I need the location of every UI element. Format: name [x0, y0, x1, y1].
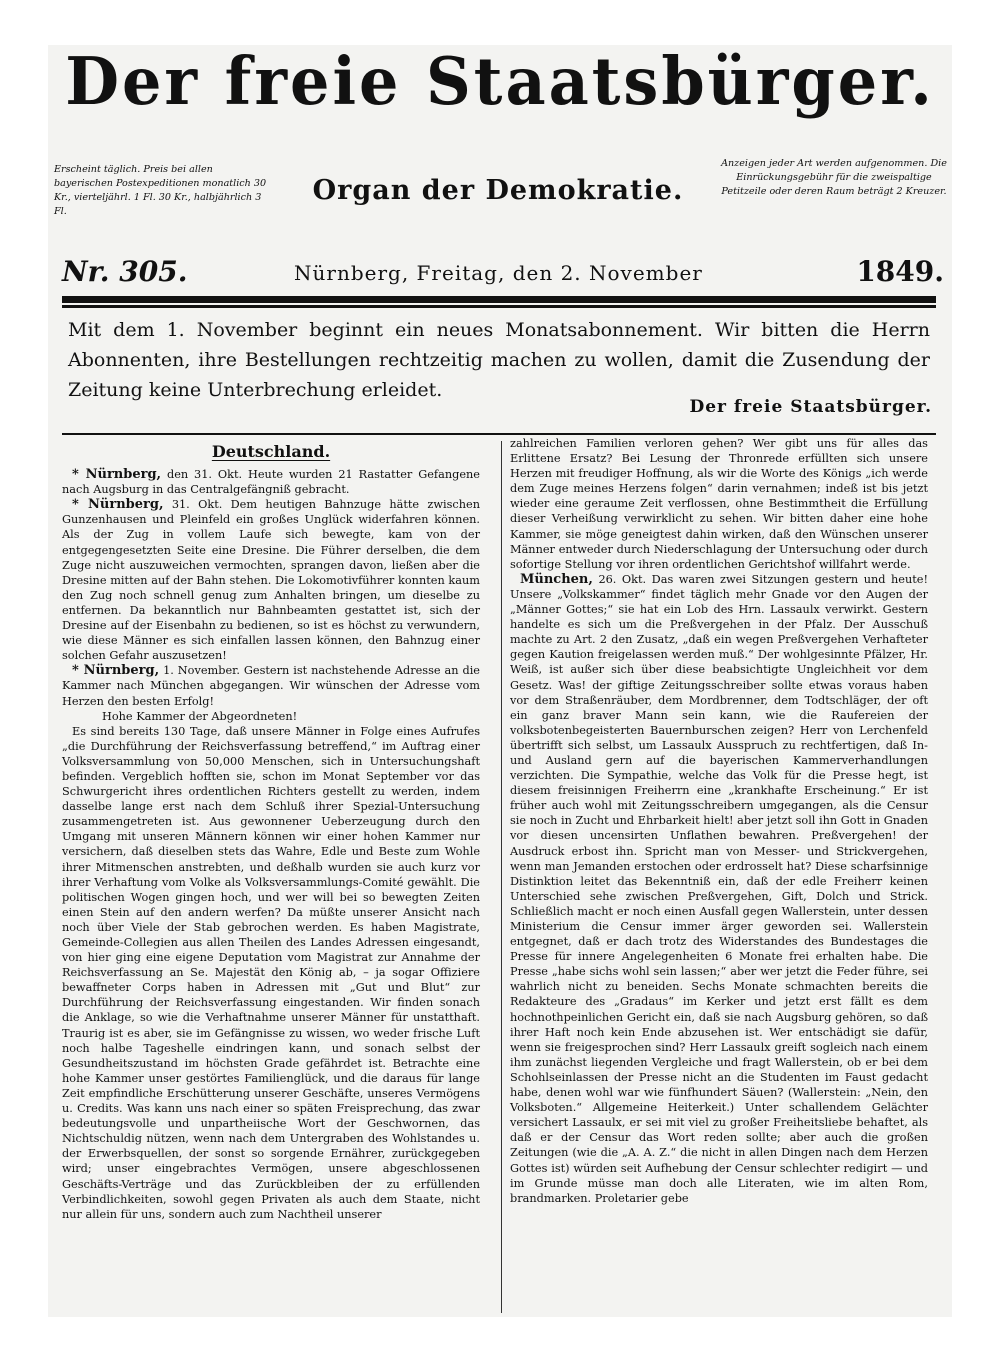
left-column — [62, 442, 480, 1222]
advertising-info: Anzeigen jeder Art werden aufgenommen. Die Einrückungsgebühr für die zweispaltige Petitzeile oder deren Raum beträgt 2 Kreuzer. — [721, 158, 947, 197]
article-text: 1. November. Gestern ist nachstehende Adresse an die Kammer nach München abgegangen. Wir wünschen der Adresse vom Herzen den besten Erfolg! — [62, 664, 480, 708]
dateline: Nürnberg, Freitag, den 2. November — [294, 261, 703, 285]
section-heading: Deutschland. — [211, 442, 331, 461]
right-column — [510, 436, 928, 1206]
article-place: * Nürnberg, — [72, 467, 162, 483]
issue-line — [62, 255, 944, 295]
article-paragraph: Es sind bereits 130 Tage, daß unsere Männer in Folge eines Aufrufes „die Durchführung der Reichsverfassung betreffend,“ im Auftrag einer Volksversammlung von 50,000 Menschen, sich in Untersuchungshaft befinden. Vergeblich hofften sie, schon im Monat September vor das Schwurgericht ihres ordentlichen Richters gestellt zu werden, indem dasselbe lange erst nach dem Schluß ihrer Spezial-Untersuchung zusammengetreten ist. Aus gewonnener Ueberzeugung durch den Umgang mit unseren Männern können wir einer hohen Kammer nur versichern, daß dieselben stets das Wahre, Edle und Beste zum Wohle ihrer Mitmenschen anstrebten, und deßhalb wurden sie auch kurz vor ihrer Verhaftung vom Volke als Volksversammlungs-Comité gewählt. Die politischen Wogen gingen hoch, und wer will bei so bewegten Zeiten einen Stein auf den andern werfen? Da müßte unserer Ansicht nach noch über Viele der Stab gebrochen werden. Es haben Magistrate, Gemeinde-Collegien aus allen Theilen des Landes Adressen eingesandt, von hier ging eine eigene Deputation vom Magistrat zur Annahme der Reichsverfassung an Se. Majestät den König ab, – ja sogar Offiziere bewaffneter Corps haben in Adressen mit „Gut und Blut“ zur Durchführung der Reichsverfassung eingestanden. Wir finden sonach die Anklage, so wie die Verhaftnahme unserer Männer für unstatthaft. Traurig ist es aber, sie im Gefängnisse zu wissen, wo weder frische Luft noch halbe Tageshelle eindringen kann, und sonach selbst der Gesundheitszustand im höchsten Grade gefährdet ist. Betrachte eine hohe Kammer unser gestörtes Familienglück, und die daraus für lange Zeit empfindliche Erschütterung unserer Geschäfte, unseres Vermögens u. Credits. Was kann uns nach einer so späten Freisprechung, das zwar bedeutungsvolle und unpartheiische Wort der Geschwornen, das Nichtschuldig nützen, wenn nach dem Untergraben des Wohlstandes u. der Erwerbsquellen, der sonst so sorgende Ernährer, zurückgegeben wird; unser eingebrachtes Vermögen, unsere abgeschlossenen Geschäfts-Verträge und das Zurückbleiben der zu erfüllenden Verbindlichkeiten, sowohl gegen Privaten als auch dem Staate, nicht nur allein für uns, sondern auch zum Nachtheil unserer — [62, 724, 480, 1221]
issue-number: Nr. 305. — [62, 255, 188, 288]
subscription-info: Erscheint täglich. Preis bei allen bayerischen Postexpeditionen monatlich 30 Kr., vierteljährl. 1 Fl. 30 Kr., halbjährlich 3 Fl. — [54, 164, 267, 217]
article-paragraph — [510, 572, 928, 1206]
column-divider — [501, 441, 502, 1313]
section-rule — [62, 433, 936, 435]
article-text: 26. Okt. Das waren zwei Sitzungen gestern und heute! Unsere „Volkskammer“ findet täglich mehr Gnade vor den Augen der „Männer Gottes;“ sie hat ein Lob des Hrn. Lassaulx verwirkt. Gestern handelte es sich um die Preßvergehen in der Pfalz. Der Ausschuß machte zu Art. 2 den Zusatz, „daß ein wegen Preßvergehen Verhafteter gegen Kaution freigelassen werden muß.“ Der wohlgesinnte Pfälzer, Hr. Weiß, ist außer sich über diese beabsichtigte Ungleichheit vor dem Gesetz. Was! der giftige Zeitungsschreiber sollte etwas voraus haben vor dem Straßenräuber, dem Mordbrenner, dem Todtschläger, der oft ein ganz braver Mann sein kann, wie die Raufereien der volksbotenbegeisterten Bauernburschen zeigen? Herr von Lerchenfeld übertrifft sich selbst, um Lassaulx Ausspruch zu rechtfertigen, daß In- und Ausland gern auf die bayerischen Kammerverhandlungen verzichten. Die Sympathie, welche das Volk für die Presse hegt, ist diesem freisinnigen Freiherrn eine „krankhafte Erscheinung.“ Er ist früher auch wohl mit Zeitungsschreibern umgegangen, als die Censur sie noch in Zucht und Ehrbarkeit hielt! aber jetzt soll ihn Gott in Gnaden vor diesen uncensirten Unflathen bewahren. Preßvergehen! der Ausdruck erbost ihn. Spricht man von Messer- und Strickvergehen, wenn man Jemanden erstochen oder erdrosselt hat? Diese scharfsinnige Distinktion leitet das Bekenntniß ein, daß der edle Freiherr keinen Unterschied sehe zwischen Preßvergehen, Gift, Dolch und Strick. Schließlich macht er noch einen Ausfall gegen Wallerstein, unter dessen Ministerium die Censur immer ärger geworden sei. Wallerstein entgegnet, daß er dach trotz des Widerstandes des Bundestages die Presse für innere Angelegenheiten 6 Monate frei erhalten habe. Die Presse „habe sichs wohl sein lassen;“ aber wer jetzt die Feder führe, sei wahrlich nicht zu beneiden. Sechs Monate schmachten bereits die Redakteure des „Gradaus“ im Kerker und jetzt erst fällt es dem hochnothpeinlichen Gericht ein, daß sie nach Augsburg gehören, so daß ihrer Haft noch kein Ende abzusehen ist. Wer entschädigt sie dafür, wenn sie freigesprochen sind? Herr Lassaulx greift sogleich nach einem ihm zunächst liegenden Vergleiche und fragt Wallerstein, ob er bei dem Schohlseinlassen der Presse nicht an die Studenten im Faust gedacht habe, denen wohl war wie fünfhundert Säuen? (Wallerstein: „Nein, den Volksboten.“ Allgemeine Heiterkeit.) Unter schallendem Gelächter versichert Lassaulx, er sei mit viel zu großer Freiheitsliebe behaftet, als daß er der Censur das Wort reden sollte; aber auch die großen Zeitungen (wie die „A. A. Z.“ die nicht in allen Dingen nach dem Herzen Gottes ist) würden seit Aufhebung der Censur schlechter redigirt — und im Grunde müsse man doch alle Literaten, wie im alten Rom, brandmarken. Proletarier gebe — [510, 572, 928, 1205]
article-paragraph — [62, 663, 480, 708]
article-text: den 31. Okt. Heute wurden 21 Rastatter Gefangene nach Augsburg in das Centralgefängniß gebracht. — [62, 468, 480, 497]
article-paragraph — [62, 497, 480, 663]
header-rule — [62, 296, 936, 305]
address-salutation: Hohe Kammer der Abgeordneten! — [102, 709, 298, 723]
article-place: München, — [520, 571, 593, 587]
issue-year: 1849. — [856, 255, 944, 288]
newspaper-page — [48, 45, 952, 1317]
notice-signature: Der freie Staatsbürger. — [689, 397, 932, 417]
article-paragraph — [62, 467, 480, 497]
article-text: 31. Okt. Dem heutigen Bahnzuge hätte zwischen Gunzenhausen und Pleinfeld ein großes Unglück widerfahren können. Als der Zug in vollem Laufe sich bewegte, kam von der entgegengesetzten Seite eine Dresine. Die Führer derselben, die dem Zuge nicht auszuweichen vermochten, sprangen davon, ließen aber die Dresine mitten auf der Bahn stehen. Die Lokomotivführer konnten kaum den Zug noch schnell genug zum Anhalten bringen, um dieselbe zu entfernen. Da bekanntlich nur Bahnbeamten gestattet ist, sich der Dresine auf der Eisenbahn zu bedienen, so ist es höchst zu verwundern, wie diese Männer es sich einfallen lassen können, den Bahnzug einer solchen Gefahr auszusetzen! — [62, 498, 480, 663]
newspaper-title: Der freie Staatsbürger. — [65, 45, 935, 120]
article-place: * Nürnberg, — [72, 663, 160, 679]
subscription-notice: Mit dem 1. November beginnt ein neues Monatsabonnement. Wir bitten die Herrn Abonnenten, ihre Bestellungen rechtzeitig machen zu wollen, damit die Zusendung der Zeitung keine Unterbrechung erleidet. — [68, 319, 930, 401]
article-place: * Nürnberg, — [72, 497, 164, 513]
article-paragraph: zahlreichen Familien verloren gehen? Wer gibt uns für alles das Erlittene Ersatz? Bei Lesung der Thronrede erfüllten sich unsere Herzen mit freudiger Hoffnung, als wir die Worte des Königs „ich werde dem Zuge meines Herzens folgen“ darin vernahmen; indeß ist bis jetzt wieder eine geraume Zeit verflossen, ohne Bestimmtheit die Erfüllung dieser Verheißung verwirklicht zu sehen. Wir bitten daher eine hohe Kammer, sie möge geneigtest dahin wirken, daß den Wünschen unserer Männer entweder durch Niederschlagung der Untersuchung oder durch sofortige Stellung vor ihren ordentlichen Gerichtshof willfahrt werde. — [510, 437, 928, 571]
newspaper-subtitle: Organ der Demokratie. — [312, 175, 684, 206]
